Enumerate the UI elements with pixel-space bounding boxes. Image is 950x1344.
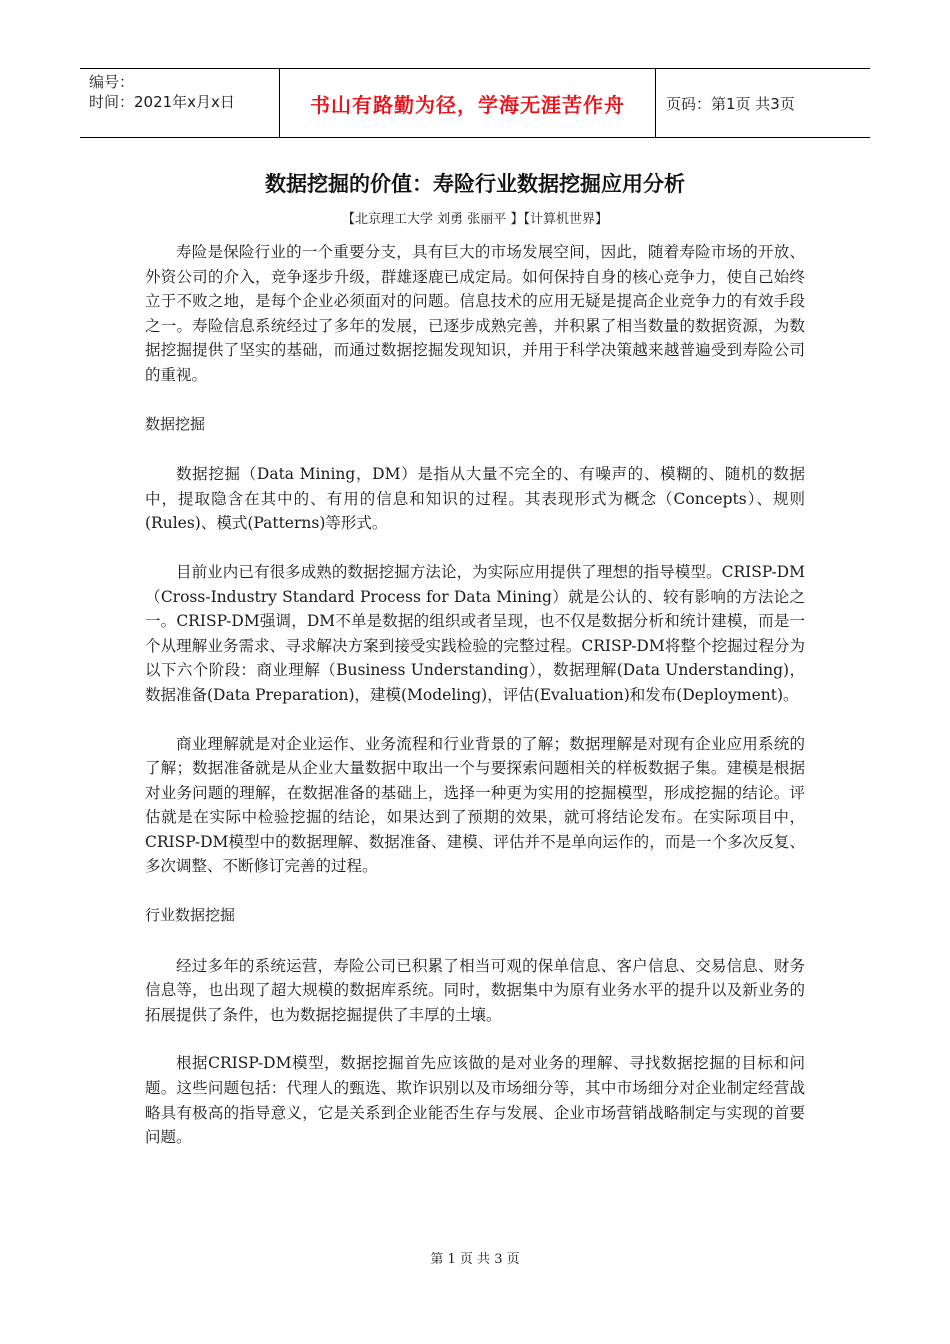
paragraph-business-problems: 根据CRISP-DM模型，数据挖掘首先应该做的是对业务的理解、寻找数据挖掘的目标和问题。这些问题包括：代理人的甄选、欺诈识别以及市场细分等，其中市场细分对企业制定经营战略具有极高的指导意义，它是关系到企业能否生存与发展、企业市场营销战略制定与实现的首要问题。 bbox=[145, 1054, 805, 1147]
paragraph-phases: 商业理解就是对企业运作、业务流程和行业背景的了解；数据理解是对现有企业应用系统的了解；数据准备就是从企业大量数据中取出一个与要探索问题相关的样板数据子集。建模是根据对业务问题的理解，在数据准备的基础上，选择一种更为实用的挖掘模型，形成挖掘的结论。评估就是在实际中检验挖掘的结论，如果达到了预期的效果，就可将结论发布。在实际项目中，CRISP-DM模型中的数据理解、数据准备、建模、评估并不是单向运作的，而是一个多次反复、多次调整、不断修订完善的过程。 bbox=[145, 734, 805, 876]
section-heading-industry: 行业数据挖掘 bbox=[145, 906, 236, 925]
time-label: 时间：2021年x月x日 bbox=[89, 93, 235, 111]
article-title: 数据挖掘的价值：寿险行业数据挖掘应用分析 bbox=[265, 172, 685, 196]
paragraph-intro: 寿险是保险行业的一个重要分支，具有巨大的市场发展空间，因此，随着寿险市场的开放、外资公司的介入，竞争逐步升级，群雄逐鹿已成定局。如何保持自身的核心竞争力，使自己始终立于不败之地，是每个企业必须面对的问题。信息技术的应用无疑是提高企业竞争力的有效手段之一。寿险信息系统经过了多年的发展，已逐步成熟完善，并积累了相当数量的数据资源，为数据挖掘提供了坚实的基础，而通过数据挖掘发现知识，并用于科学决策越来越普遍受到寿险公司的重视。 bbox=[145, 243, 805, 384]
serial-label: 编号： bbox=[89, 73, 135, 91]
header-page-info: 页码：第1页 共3页 bbox=[666, 94, 795, 113]
paragraph-industry-data: 经过多年的系统运营，寿险公司已积累了相当可观的保单信息、客户信息、交易信息、财务信息等，也出现了超大规模的数据库系统。同时，数据集中为原有业务水平的提升以及新业务的拓展提供了条件，也为数据挖掘提供了丰厚的土壤。 bbox=[145, 956, 805, 1024]
page-footer: 第 1 页 共 3 页 bbox=[430, 1252, 520, 1267]
header-meta bbox=[80, 69, 280, 137]
header-motto: 书山有路勤为径，学海无涯苦作舟 bbox=[280, 69, 656, 137]
paragraph-crisp-dm: 目前业内已有很多成熟的数据挖掘方法论，为实际应用提供了理想的指导模型。CRISP-DM（Cross-Industry Standard Process for Data Mining）就是公认的、较有影响的方法论之一。CRISP-DM强调，DM不单是数据的组织或者呈现，也不仅是数据分析和统计建模，而是一个从理解业务需求、寻求解决方案到接受实践检验的完整过程。CRISP-DM将整个挖掘过程分为以下六个阶段：商业理解（Business Understanding），数据理解(Data Understanding)，数据准备(Data Preparation)，建模(Modeling)，评估(Evaluation)和发布(Deployment)。 bbox=[145, 562, 805, 704]
document-header bbox=[80, 68, 870, 138]
section-heading-data-mining: 数据挖掘 bbox=[145, 414, 206, 433]
article-byline: 【北京理工大学 刘勇 张丽平 】【计算机世界】 bbox=[342, 212, 608, 227]
paragraph-definition: 数据挖掘（Data Mining，DM）是指从大量不完全的、有噪声的、模糊的、随机的数据中，提取隐含在其中的、有用的信息和知识的过程。其表现形式为概念（Concepts）、规则(Rules)、模式(Patterns)等形式。 bbox=[145, 465, 805, 533]
article-body bbox=[145, 240, 805, 1174]
